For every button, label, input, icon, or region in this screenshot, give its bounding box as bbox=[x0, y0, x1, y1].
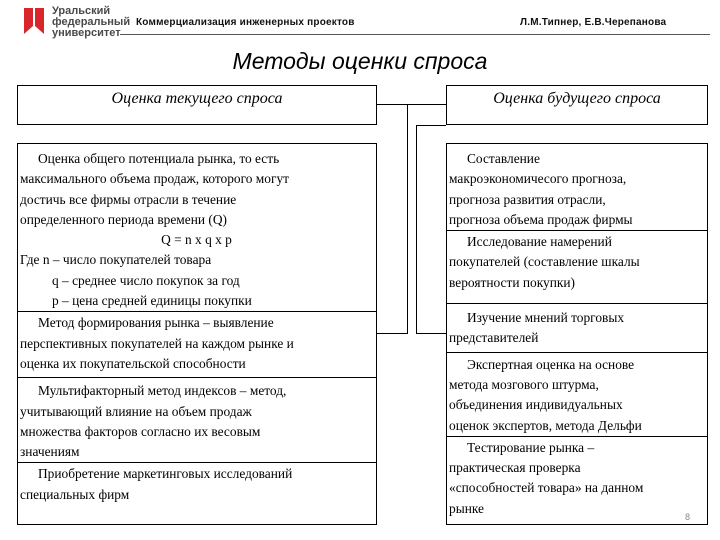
method-text: специальных фирм bbox=[20, 486, 130, 502]
method-text: определенного периода времени (Q) bbox=[20, 211, 227, 227]
connector-line bbox=[407, 104, 408, 333]
method-text: Метод формирования рынка – выявление bbox=[38, 315, 274, 331]
method-text: прогноза развития отрасли, bbox=[449, 191, 606, 207]
future-demand-methods bbox=[446, 143, 708, 525]
method-text: значениям bbox=[20, 444, 80, 460]
slide-title: Методы оценки спроса bbox=[232, 48, 488, 74]
page-number: 8 bbox=[684, 512, 690, 522]
university-name bbox=[52, 6, 130, 39]
method-text: рынке bbox=[449, 500, 484, 516]
university-name-line2: федеральный bbox=[52, 16, 131, 28]
method-text: Исследование намерений bbox=[467, 234, 612, 250]
method-text: оценок экспертов, метода Дельфи bbox=[449, 417, 642, 433]
method-text: макроэкономичесого прогноза, bbox=[449, 171, 627, 187]
formula: Q = n x q x p bbox=[161, 232, 232, 248]
connector-line bbox=[416, 125, 417, 333]
method-text: покупателей (составление шкалы bbox=[449, 254, 640, 270]
method-text: вероятности покупки) bbox=[449, 274, 576, 290]
method-text: учитывающий влияние на объем продаж bbox=[20, 403, 252, 419]
university-name-line3: университет bbox=[52, 27, 121, 39]
formula-legend: p – цена средней единицы покупки bbox=[52, 293, 252, 309]
method-text: перспективных покупателей на каждом рынке и bbox=[20, 335, 294, 351]
course-title: Коммерциализация инженерных проектов bbox=[136, 17, 355, 28]
connector-line bbox=[416, 125, 446, 126]
university-logo-icon bbox=[22, 6, 46, 36]
method-text: практическая проверка bbox=[449, 460, 581, 476]
method-text: Мультифакторный метод индексов – метод, bbox=[38, 383, 287, 399]
method-text: Изучение мнений торговых bbox=[467, 310, 625, 326]
left-column-title: Оценка текущего спроса bbox=[17, 85, 377, 125]
formula-legend: q – среднее число покупок за год bbox=[52, 272, 240, 288]
method-text: метода мозгового штурма, bbox=[449, 376, 599, 392]
connector-line bbox=[377, 333, 408, 334]
current-demand-methods bbox=[17, 143, 377, 525]
method-text: Экспертная оценка на основе bbox=[467, 356, 635, 372]
connector-line bbox=[416, 333, 446, 334]
method-text: Оценка общего потенциала рынка, то есть bbox=[38, 151, 280, 166]
connector-line bbox=[377, 104, 407, 105]
method-text: Тестирование рынка – bbox=[467, 439, 595, 455]
method-text: представителей bbox=[449, 330, 539, 346]
method-text: прогноза объема продаж фирмы bbox=[449, 211, 633, 227]
method-text: объединения индивидуальных bbox=[449, 397, 623, 413]
method-text: «способностей товара» на данном bbox=[449, 480, 644, 496]
method-text: Приобретение маркетинговых исследований bbox=[38, 466, 293, 482]
authors: Л.М.Типнер, Е.В.Черепанова bbox=[520, 17, 667, 28]
method-text: оценка их покупательской способности bbox=[20, 355, 246, 371]
header-divider bbox=[120, 34, 710, 35]
method-text: множества факторов согласно их весовым bbox=[20, 423, 261, 439]
formula-legend: Где n – число покупателей товара bbox=[20, 252, 212, 268]
method-text: Составление bbox=[467, 151, 540, 166]
connector-line bbox=[407, 104, 446, 105]
right-column-title: Оценка будущего спроса bbox=[446, 85, 708, 125]
university-name-line1: Уральский bbox=[52, 5, 111, 17]
method-text: максимального объема продаж, которого могут bbox=[20, 171, 290, 187]
method-text: достичь все фирмы отрасли в течение bbox=[20, 191, 237, 207]
